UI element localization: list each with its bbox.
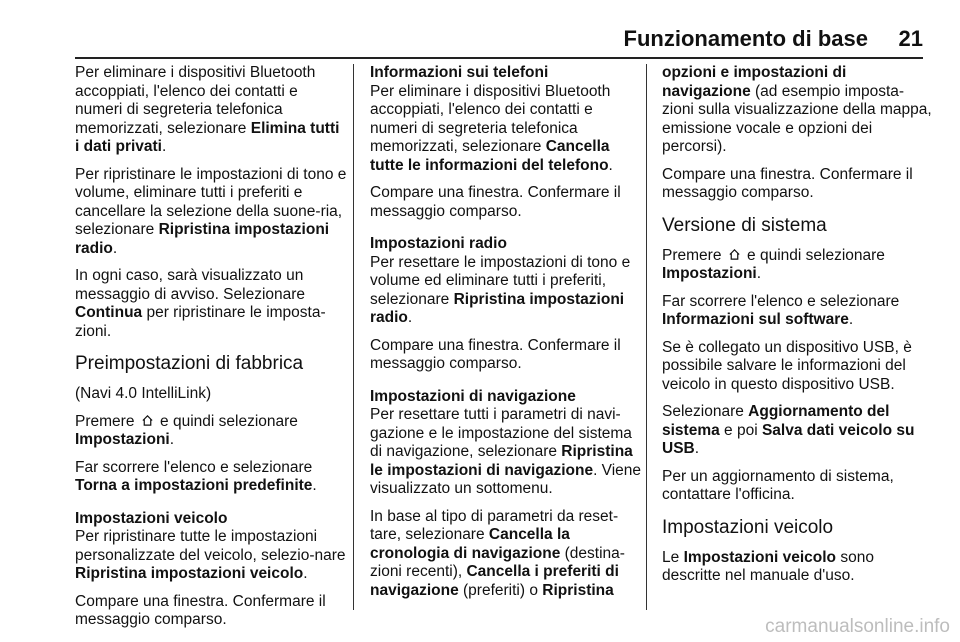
home-icon (141, 414, 154, 427)
paragraph: Compare una finestra. Confermare il messaggio comparso. (370, 184, 621, 220)
paragraph: In ogni caso, sarà visualizzato un messaggio di avviso. Selezionare Continua per ripristinare le imposta-zioni. (75, 267, 326, 340)
paragraph: Selezionare Aggiornamento del sistema e poi Salva dati veicolo su USB. (662, 403, 915, 457)
subheading: Impostazioni radio (370, 235, 507, 252)
column-2 (370, 64, 642, 612)
column-3 (662, 64, 934, 612)
paragraph: Le Impostazioni veicolo sono descritte nel manuale d'uso. (662, 548, 874, 584)
page-title: Funzionamento di base (623, 26, 868, 51)
watermark: carmanualsonline.info (765, 616, 950, 637)
paragraph: In base al tipo di parametri da reset-tare, selezionare Cancella la cronologia di navigazione (destina-zioni recenti), Cancella i preferiti di navigazione (preferiti) o Ripristina (370, 507, 625, 599)
page-header (0, 0, 960, 50)
paragraph: Compare una finestra. Confermare il messaggio comparso. (75, 592, 326, 628)
paragraph: Premere e quindi selezionare Impostazioni. (75, 412, 298, 448)
subheading: Impostazioni di navigazione (370, 387, 576, 405)
subheading: Impostazioni veicolo (75, 509, 228, 527)
paragraph: Per resettare tutti i parametri di navi-gazione e le impostazione del sistema di navigazione, selezionare Ripristina le impostazioni di navigazione. Viene visualizzato un sottomenu. (370, 406, 642, 497)
section-heading: Versione di sistema (662, 214, 827, 236)
section-heading: Impostazioni veicolo (662, 516, 834, 538)
paragraph: Per eliminare i dispositivi Bluetooth accoppiati, l'elenco dei contatti e numeri di segreteria telefonica memorizzati, selezionare Cancella tutte le informazioni del telefono. (370, 82, 613, 174)
column-1 (75, 64, 347, 628)
paragraph: Se è collegato un dispositivo USB, è possibile salvare le informazioni del veicolo in questo dispositivo USB. (662, 338, 912, 393)
header-rule (75, 57, 923, 59)
paragraph: Per ripristinare le impostazioni di tono e volume, eliminare tutti i preferiti e cancellare la selezione della suone-ria, selezionare Ripristina impostazioni radio. (75, 165, 347, 257)
paragraph: Per ripristinare tutte le impostazioni personalizzate del veicolo, selezio-nare Ripristina impostazioni veicolo. (75, 528, 346, 582)
column-divider (353, 64, 354, 610)
paragraph: Far scorrere l'elenco e selezionare Informazioni sul software. (662, 292, 900, 328)
home-icon (728, 248, 741, 261)
paragraph: (Navi 4.0 IntelliLink) (75, 385, 212, 402)
column-divider (646, 64, 647, 610)
page-number: 21 (898, 26, 923, 51)
paragraph: Compare una finestra. Confermare il messaggio comparso. (662, 165, 913, 201)
paragraph: Far scorrere l'elenco e selezionare Torna a impostazioni predefinite. (75, 458, 317, 494)
paragraph: opzioni e impostazioni di navigazione (ad esempio imposta-zioni sulla visualizzazione della mappa, emissione vocale e opzioni dei percorsi). (662, 64, 932, 155)
paragraph: Per resettare le impostazioni di tono e volume ed eliminare tutti i preferiti, selezionare Ripristina impostazioni radio. (370, 253, 631, 326)
paragraph: Premere e quindi selezionare Impostazioni. (662, 246, 885, 282)
section-heading: Preimpostazioni di fabbrica (75, 353, 304, 374)
paragraph: Per un aggiornamento di sistema, contattare l'officina. (662, 467, 894, 503)
paragraph: Per eliminare i dispositivi Bluetooth accoppiati, l'elenco dei contatti e numeri di segreteria telefonica memorizzati, selezionare Elimina tutti i dati privati. (75, 64, 340, 155)
paragraph: Compare una finestra. Confermare il messaggio comparso. (370, 336, 621, 372)
subheading: Informazioni sui telefoni (370, 64, 549, 81)
